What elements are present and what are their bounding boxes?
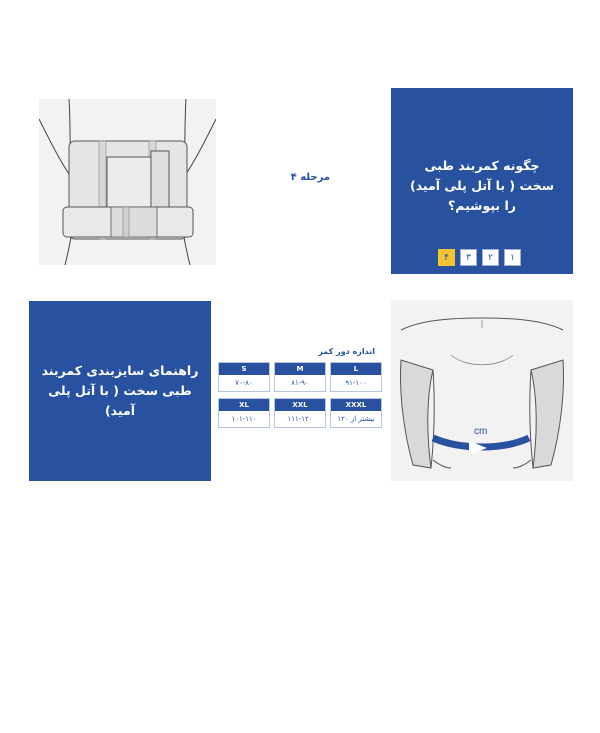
step-label: مرحله ۴ [290, 172, 330, 183]
waist-measurement-illustration [391, 300, 573, 481]
size-table-title: اندازه دور کمر [318, 347, 375, 356]
how-to-wear-title: چگونه کمربند طبی سخت ( با آتل پلی آمید) را بپوشیم؟ [409, 158, 555, 213]
size-guide-panel [29, 301, 211, 481]
size-range: ۱۰۱-۱۱۰ [231, 415, 257, 423]
size-range: ۸۱-۹۰ [291, 379, 309, 387]
size-label: M [275, 363, 325, 375]
size-label: L [331, 363, 381, 375]
size-cell [330, 398, 382, 428]
size-guide-title: راهنمای سایزبندی کمربند طبی سخت ( با آتل پلی آمید) [41, 363, 199, 418]
how-to-wear-panel [391, 88, 573, 274]
step-1-button[interactable]: ۱ [504, 249, 521, 266]
size-label: XL [219, 399, 269, 411]
size-label: XXXL [331, 399, 381, 411]
size-cell [218, 362, 270, 392]
step-2-button[interactable]: ۲ [482, 249, 499, 266]
size-label: XXL [275, 399, 325, 411]
step-selector [438, 249, 521, 266]
belt-illustration-panel [39, 99, 216, 265]
back-brace-illustration [39, 99, 216, 265]
step-4-button[interactable]: ۴ [438, 249, 455, 266]
size-range: ۹۱-۱۰۰ [345, 379, 367, 387]
size-cell [330, 362, 382, 392]
size-label: S [219, 363, 269, 375]
measurement-illustration-panel [391, 300, 573, 481]
size-cell [218, 398, 270, 428]
size-range: ۱۱۱-۱۲۰ [287, 415, 313, 423]
size-range: بیشتر از ۱۲۰ [337, 415, 375, 423]
step-3-button[interactable]: ۳ [460, 249, 477, 266]
size-cell [274, 362, 326, 392]
size-range: ۷۰-۸۰ [235, 379, 253, 387]
size-table [218, 362, 374, 432]
measure-unit-label: cm [474, 426, 488, 437]
size-cell [274, 398, 326, 428]
